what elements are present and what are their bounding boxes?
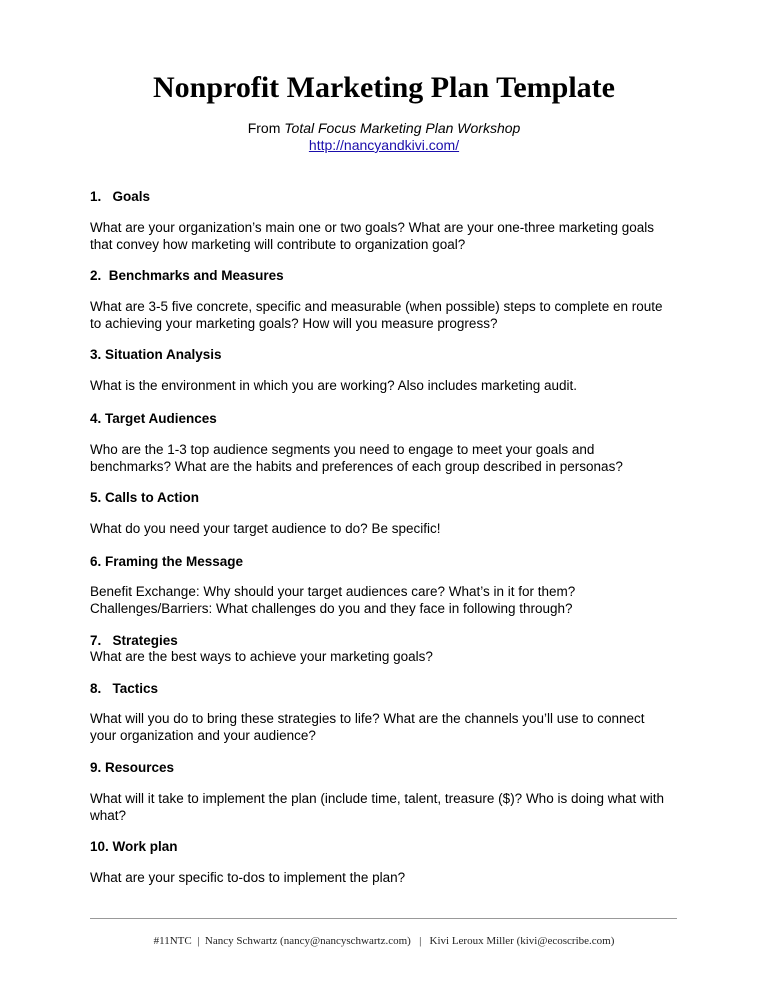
section-line: What are 3-5 five concrete, specific and measurable (when possible) steps to complete en route (90, 299, 663, 314)
section-line: What will you do to bring these strategies to life? What are the channels you’ll use to connect (90, 711, 645, 726)
section-body-target-audiences (90, 442, 690, 475)
section-heading-goals: 1. Goals (90, 189, 151, 204)
website-link-row (0, 136, 768, 154)
section-line: What do you need your target audience to do? Be specific! (90, 521, 441, 536)
section-heading-situation-analysis: 3. Situation Analysis (90, 347, 222, 362)
section-body-calls-to-action (90, 521, 690, 538)
section-body-framing-message (90, 584, 690, 617)
section-heading-resources: 9. Resources (90, 760, 175, 775)
section-line: What is the environment in which you are working? Also includes marketing audit. (90, 378, 577, 393)
section-body-resources (90, 791, 690, 824)
section-line: benchmarks? What are the habits and preferences of each group described in personas? (90, 458, 623, 474)
section-heading-calls-to-action: 5. Calls to Action (90, 490, 200, 505)
section-body-goals (90, 220, 690, 253)
website-link[interactable]: http://nancyandkivi.com/ (308, 137, 460, 153)
section-line: what? (90, 807, 127, 823)
section-line: Challenges/Barriers: What challenges do you and they face in following through? (90, 600, 573, 616)
section-line: Benefit Exchange: Why should your target audiences care? What’s in it for them? (90, 584, 576, 599)
section-heading-strategies: 7. Strategies (90, 633, 178, 648)
subtitle (0, 119, 768, 137)
subtitle-prefix: From (247, 120, 285, 136)
section-body-strategies (90, 649, 690, 666)
page-title: Nonprofit Marketing Plan Template (153, 71, 615, 104)
section-heading-benchmarks: 2. Benchmarks and Measures (90, 268, 284, 283)
section-body-work-plan (90, 870, 690, 887)
section-line: What are your organization’s main one or two goals? What are your one-three marketing goals (90, 220, 655, 235)
section-line: What will it take to implement the plan (include time, talent, treasure ($)? Who is doing what with (90, 791, 665, 806)
subtitle-source: Total Focus Marketing Plan Workshop (284, 120, 521, 136)
section-heading-target-audiences: 4. Target Audiences (90, 411, 217, 426)
section-heading-work-plan: 10. Work plan (90, 839, 178, 854)
section-line: that convey how marketing will contribute to organization goal? (90, 236, 466, 252)
section-heading-tactics: 8. Tactics (90, 681, 159, 696)
section-line: to achieving your marketing goals? How will you measure progress? (90, 315, 498, 331)
footer: #11NTC | Nancy Schwartz (nancy@nancyschwartz.com) | Kivi Leroux Miller (kivi@ecoscribe.com) (153, 935, 615, 947)
section-line: What are your specific to-dos to implement the plan? (90, 870, 406, 885)
section-line: your organization and your audience? (90, 727, 316, 743)
footer-divider (90, 918, 677, 919)
section-line: Who are the 1-3 top audience segments you need to engage to meet your goals and (90, 442, 595, 457)
section-line: What are the best ways to achieve your marketing goals? (90, 649, 433, 664)
section-heading-framing-message: 6. Framing the Message (90, 554, 244, 569)
section-body-benchmarks (90, 299, 690, 332)
section-body-tactics (90, 711, 690, 744)
section-body-situation-analysis (90, 378, 690, 395)
